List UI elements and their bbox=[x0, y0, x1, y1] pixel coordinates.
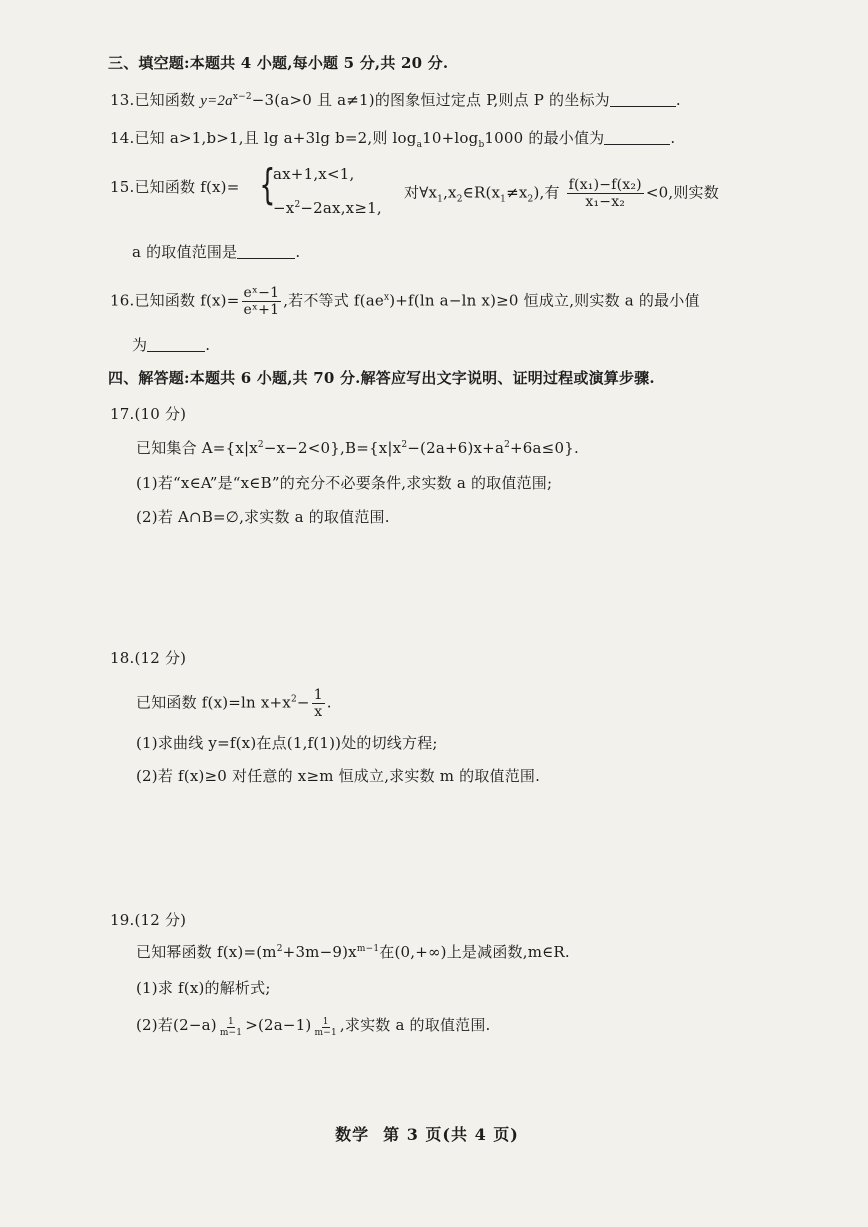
q13-end: . bbox=[675, 91, 681, 109]
q16-text: ,若不等式 f(ae bbox=[283, 291, 384, 310]
q15-case2-a: −x bbox=[273, 199, 295, 217]
q15-sub: 1 bbox=[500, 194, 507, 205]
footer-subject: 数学 bbox=[335, 1125, 370, 1144]
q17-sup: 2 bbox=[257, 440, 264, 450]
q19-exponent-fraction bbox=[219, 1017, 243, 1038]
q15-case2-sup: 2 bbox=[294, 200, 301, 210]
piecewise-brace: { bbox=[259, 160, 276, 209]
fraction-denominator: x₁−x₂ bbox=[585, 194, 626, 210]
q18-statement bbox=[136, 687, 332, 720]
q19-sup: m−1 bbox=[356, 944, 380, 954]
q19-text: +3m−9)x bbox=[282, 943, 357, 961]
q14-prefix: 14.已知 a>1,b>1,且 lg a+3lg b=2,则 log bbox=[110, 129, 417, 147]
fraction-denominator: m−1 bbox=[219, 1028, 243, 1038]
q14-sub-a: a bbox=[416, 140, 423, 150]
q17-statement bbox=[136, 438, 579, 458]
section-4-heading: 四、解答题:本题共 6 小题,共 70 分.解答应写出文字说明、证明过程或演算步骤. bbox=[108, 369, 655, 387]
question-15-line-2 bbox=[132, 242, 300, 262]
section-3-heading: 三、填空题:本题共 4 小题,每小题 5 分,共 20 分. bbox=[108, 54, 449, 72]
q18-title: 18.(12 分) bbox=[110, 649, 187, 667]
q15-sub: 2 bbox=[527, 194, 534, 205]
q18-text: . bbox=[326, 693, 332, 712]
footer-page-number: 第 3 页(共 4 页) bbox=[383, 1125, 519, 1144]
q14-end: . bbox=[670, 129, 676, 147]
q16-end: . bbox=[205, 336, 211, 354]
q19-text: ,求实数 a 的取值范围. bbox=[339, 1016, 491, 1034]
q15-cond: ∈R(x bbox=[462, 183, 501, 202]
q17-text: −x−2<0},B={x|x bbox=[263, 439, 402, 457]
q17-part-1: (1)若“x∈A”是“x∈B”的充分不必要条件,求实数 a 的取值范围; bbox=[136, 474, 553, 492]
page-footer bbox=[0, 1122, 868, 1145]
q15-cond: ≠x bbox=[506, 183, 528, 202]
q18-text: − bbox=[296, 693, 310, 712]
q14-mid: 10+log bbox=[422, 129, 479, 147]
q19-exponent-fraction bbox=[314, 1017, 338, 1038]
q17-text: −(2a+6)x+a bbox=[407, 439, 505, 457]
q17-sup: 2 bbox=[401, 440, 408, 450]
q13-text: −3(a>0 且 a≠1)的图象恒过定点 P,则点 P 的坐标为 bbox=[251, 91, 610, 109]
question-14 bbox=[110, 128, 675, 148]
q17-title: 17.(10 分) bbox=[110, 405, 187, 423]
q14-text: 1000 的最小值为 bbox=[484, 129, 605, 147]
q19-text: 已知幂函数 f(x)=(m bbox=[136, 943, 277, 961]
fraction-numerator: 1 bbox=[313, 687, 323, 703]
q15-text: <0,则实数 bbox=[645, 183, 719, 202]
answer-blank[interactable] bbox=[604, 130, 670, 145]
fraction-numerator: 1 bbox=[228, 1017, 234, 1027]
question-16-line-2 bbox=[132, 335, 210, 355]
q15-case2-b: −2ax,x≥1, bbox=[300, 199, 382, 217]
q18-sup: 2 bbox=[290, 694, 297, 705]
answer-blank[interactable] bbox=[610, 92, 676, 107]
fraction-numerator: 1 bbox=[322, 1017, 329, 1027]
q17-part-2: (2)若 A∩B=∅,求实数 a 的取值范围. bbox=[136, 508, 390, 526]
q18-part-1: (1)求曲线 y=f(x)在点(1,f(1))处的切线方程; bbox=[136, 734, 438, 752]
q19-text: >(2a−1) bbox=[245, 1016, 312, 1034]
q19-statement bbox=[136, 942, 570, 962]
q15-case-2 bbox=[273, 198, 382, 218]
q15-sub: 2 bbox=[456, 194, 463, 205]
q17-text: +6a≤0}. bbox=[510, 439, 579, 457]
q15-cond: ),有 bbox=[533, 183, 560, 202]
q15-end: . bbox=[295, 243, 301, 261]
q16-fraction bbox=[242, 285, 282, 318]
q19-title: 19.(12 分) bbox=[110, 911, 187, 929]
fraction-numerator: f(x₁)−f(x₂) bbox=[568, 177, 642, 193]
question-15-prefix: 15.已知函数 f(x)= bbox=[110, 178, 240, 196]
q14-sub-b: b bbox=[478, 140, 485, 150]
q13-exponent: x−2 bbox=[232, 92, 252, 102]
q18-fraction bbox=[312, 687, 325, 720]
q15-sub: 1 bbox=[437, 194, 444, 205]
q16-prefix: 16.已知函数 f(x)= bbox=[110, 291, 240, 310]
q18-part-2: (2)若 f(x)≥0 对任意的 x≥m 恒成立,求实数 m 的取值范围. bbox=[136, 767, 541, 785]
q13-prefix: 13.已知函数 bbox=[110, 91, 201, 109]
q19-sup: 2 bbox=[276, 944, 283, 954]
q19-text: (2)若(2−a) bbox=[136, 1016, 217, 1034]
q19-part-2 bbox=[136, 1015, 491, 1038]
q17-text: 已知集合 A={x|x bbox=[136, 439, 258, 457]
q18-text: 已知函数 f(x)=ln x+x bbox=[136, 693, 291, 712]
fraction-denominator: x bbox=[314, 704, 323, 720]
q13-math: y=2a bbox=[200, 93, 233, 109]
q15-cond: ,x bbox=[443, 183, 457, 202]
q15-cond: 对∀x bbox=[404, 183, 438, 202]
question-16 bbox=[110, 285, 700, 318]
answer-blank[interactable] bbox=[147, 337, 205, 352]
q15-line2: a 的取值范围是 bbox=[132, 243, 238, 261]
question-13 bbox=[110, 90, 681, 111]
answer-blank[interactable] bbox=[237, 244, 295, 259]
q16-text-2: )+f(ln a−ln x)≥0 恒成立,则实数 a 的最小值 bbox=[389, 291, 700, 310]
q19-text: 在(0,+∞)上是减函数,m∈R. bbox=[379, 943, 570, 961]
q16-exponent: x bbox=[383, 292, 390, 303]
q16-line2: 为 bbox=[132, 336, 148, 354]
fraction-numerator: eˣ−1 bbox=[243, 285, 280, 301]
fraction-denominator: eˣ+1 bbox=[243, 302, 280, 318]
q15-condition bbox=[404, 177, 719, 210]
fraction-denominator: m−1 bbox=[314, 1028, 337, 1038]
q15-fraction bbox=[567, 177, 644, 210]
q15-case-1: ax+1,x<1, bbox=[273, 165, 355, 183]
q17-sup: 2 bbox=[504, 440, 511, 450]
q19-part-1: (1)求 f(x)的解析式; bbox=[136, 979, 271, 997]
